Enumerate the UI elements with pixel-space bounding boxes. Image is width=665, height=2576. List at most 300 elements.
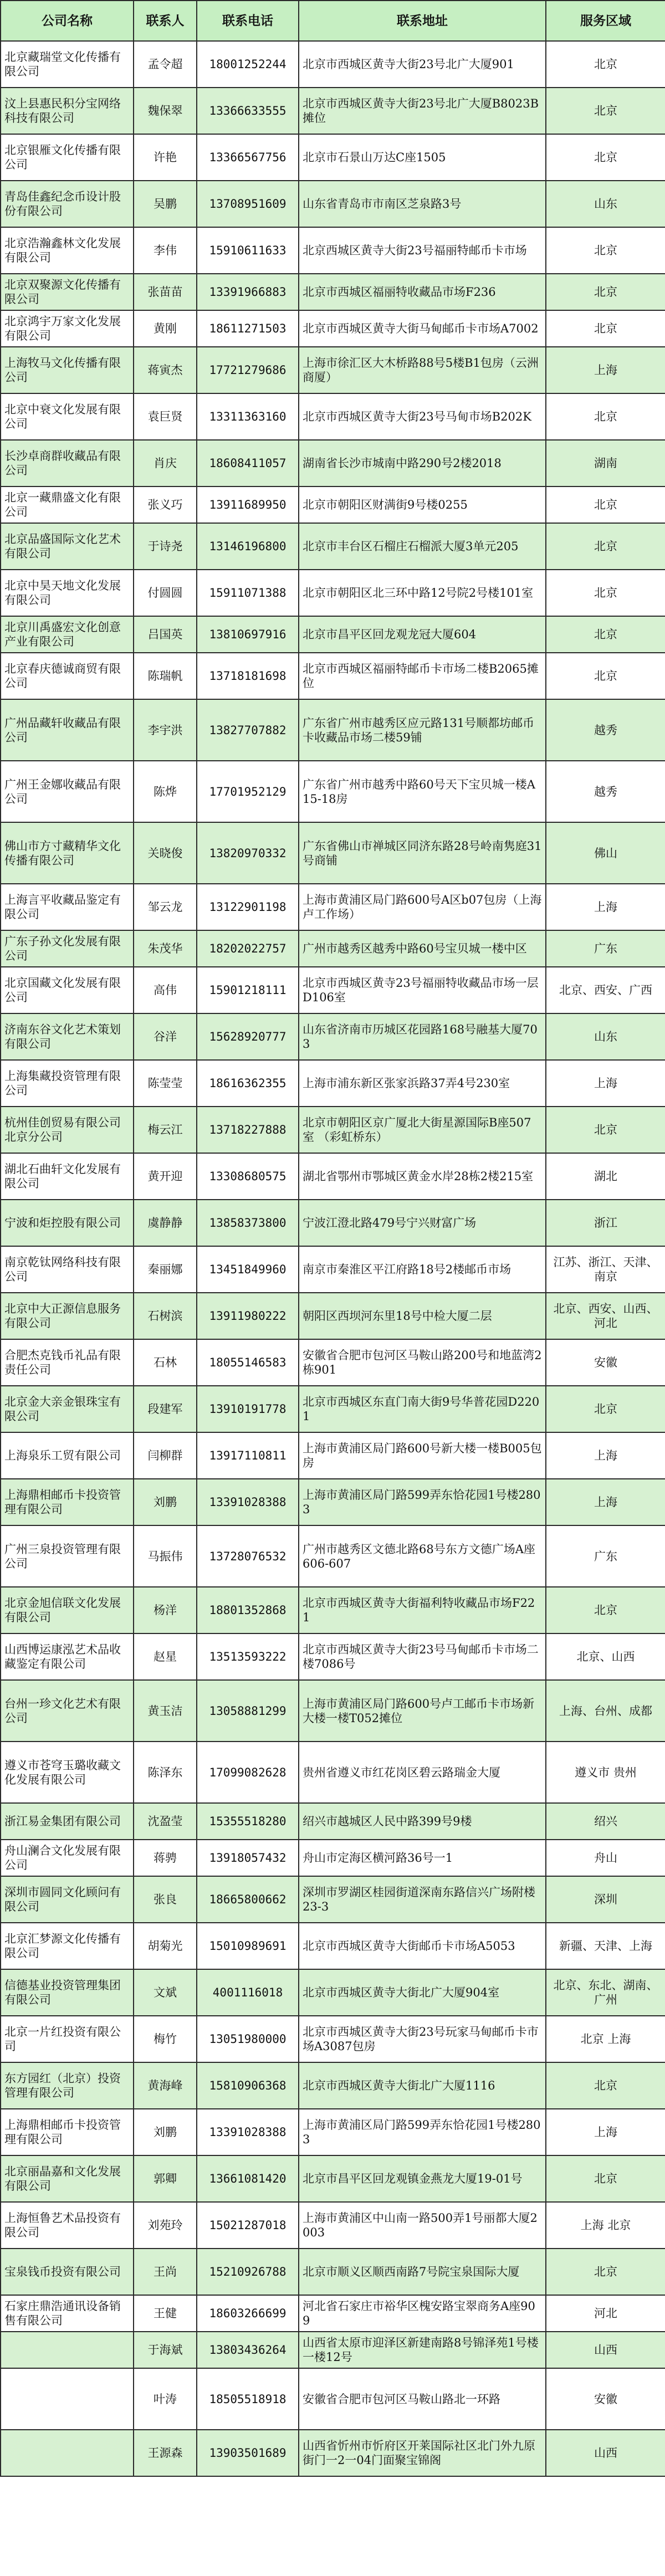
address-cell: 南京市秦淮区平江府路18号2楼邮币市场: [299, 1246, 546, 1293]
company-cell: 山西博运康泓艺术品收藏鉴定有限公司: [1, 1633, 134, 1680]
table-row: [1, 486, 665, 523]
contact-cell: 刘苑玲: [134, 2202, 197, 2249]
area-cell: 北京: [546, 653, 665, 699]
company-cell: 北京国藏文化发展有限公司: [1, 967, 134, 1013]
address-cell: 河北省石家庄市裕华区槐安路宝翠商务A座909: [299, 2295, 546, 2332]
phone-cell: 13391028388: [197, 2109, 299, 2155]
phone-cell: 15210926788: [197, 2249, 299, 2295]
address-cell: 北京市西城区黄寺大街福利特收藏品市场F221: [299, 1587, 546, 1633]
phone-cell: 13718227888: [197, 1107, 299, 1153]
company-cell: 遵义市苍穹玉璐收藏文化发展有限公司: [1, 1742, 134, 1803]
header-phone: 联系电话: [197, 1, 299, 41]
company-cell: 上海鼎相邮币卡投资管理有限公司: [1, 2109, 134, 2155]
contact-cell: 蒋寅杰: [134, 347, 197, 393]
area-cell: 新疆、天津、上海: [546, 1923, 665, 1969]
address-cell: 北京市昌平区回龙观镇金燕龙大厦19-01号: [299, 2155, 546, 2202]
table-row: [1, 1587, 665, 1633]
address-cell: 北京市朝阳区财满街9号楼0255: [299, 486, 546, 523]
contact-cell: 王健: [134, 2295, 197, 2332]
address-cell: 北京市丰台区石榴庄石榴派大厦3单元205: [299, 523, 546, 570]
area-cell: 北京: [546, 1587, 665, 1633]
contact-cell: 吴鹏: [134, 181, 197, 227]
contact-cell: 蒋骋: [134, 1840, 197, 1876]
phone-cell: 13910191778: [197, 1386, 299, 1432]
company-cell: 石家庄鼎浩通讯设备销售有限公司: [1, 2295, 134, 2332]
header-company: 公司名称: [1, 1, 134, 41]
company-cell: 北京一片红投资有限公司: [1, 2016, 134, 2062]
company-cell: 北京鸿宇万家文化发展有限公司: [1, 310, 134, 347]
address-cell: 绍兴市越城区人民中路399号9楼: [299, 1803, 546, 1840]
company-cell: 湖北石曲轩文化发展有限公司: [1, 1153, 134, 1200]
area-cell: 深圳: [546, 1876, 665, 1923]
contact-cell: 谷洋: [134, 1013, 197, 1060]
address-cell: 宁波江澄北路479号宁兴财富广场: [299, 1200, 546, 1246]
phone-cell: 17701952129: [197, 761, 299, 822]
area-cell: 北京 上海: [546, 2016, 665, 2062]
phone-cell: 13858373800: [197, 1200, 299, 1246]
table-row: [1, 440, 665, 486]
address-cell: 广东省广州市越秀区应元路131号顺都坊邮币卡收藏品市场二楼59铺: [299, 699, 546, 761]
phone-cell: 13903501689: [197, 2430, 299, 2476]
phone-cell: 15911071388: [197, 570, 299, 616]
phone-cell: 13451849960: [197, 1246, 299, 1293]
table-row: [1, 1386, 665, 1432]
area-cell: 北京: [546, 523, 665, 570]
phone-cell: 13308680575: [197, 1153, 299, 1200]
phone-cell: 13803436264: [197, 2332, 299, 2368]
address-cell: 北京市西城区黄寺大街马甸邮币卡市场A7002: [299, 310, 546, 347]
address-cell: 上海市黄浦区局门路600号卢工邮币卡市场新大楼一楼T052摊位: [299, 1680, 546, 1742]
phone-cell: 18611271503: [197, 310, 299, 347]
phone-cell: 13917110811: [197, 1432, 299, 1479]
contact-cell: 黄开迎: [134, 1153, 197, 1200]
area-cell: 北京、山西: [546, 1633, 665, 1680]
phone-cell: 18055146583: [197, 1339, 299, 1386]
table-row: [1, 1107, 665, 1153]
address-cell: 安徽省合肥市包河区马鞍山路200号和地蓝湾2栋901: [299, 1339, 546, 1386]
contact-cell: 吕国英: [134, 616, 197, 653]
contact-cell: 叶涛: [134, 2368, 197, 2430]
address-cell: 朝阳区西坝河东里18号中检大厦二层: [299, 1293, 546, 1339]
table-row: [1, 2295, 665, 2332]
address-cell: 湖南省长沙市城南中路290号2楼2018: [299, 440, 546, 486]
phone-cell: 13708951609: [197, 181, 299, 227]
phone-cell: 13366633555: [197, 88, 299, 134]
area-cell: 绍兴: [546, 1803, 665, 1840]
phone-cell: 13391966883: [197, 274, 299, 310]
table-row: [1, 699, 665, 761]
address-cell: 舟山市定海区横河路36号一1: [299, 1840, 546, 1876]
area-cell: 广东: [546, 1525, 665, 1587]
table-row: [1, 653, 665, 699]
phone-cell: 13146196800: [197, 523, 299, 570]
phone-cell: 13820970332: [197, 822, 299, 884]
company-cell: 北京中大正源信息服务有限公司: [1, 1293, 134, 1339]
address-cell: 北京市石景山万达C座1505: [299, 134, 546, 181]
phone-cell: 18801352868: [197, 1587, 299, 1633]
area-cell: 上海 北京: [546, 2202, 665, 2249]
address-cell: 山东省青岛市市南区芝泉路3号: [299, 181, 546, 227]
company-cell: 汶上县惠民积分宝网络科技有限公司: [1, 88, 134, 134]
table-row: [1, 2155, 665, 2202]
header-contact: 联系人: [134, 1, 197, 41]
area-cell: 北京: [546, 134, 665, 181]
company-cell: [1, 2430, 134, 2476]
phone-cell: 18616362355: [197, 1060, 299, 1107]
contact-cell: 关晓俊: [134, 822, 197, 884]
contact-cell: 梅云江: [134, 1107, 197, 1153]
company-cell: 北京藏瑞堂文化传播有限公司: [1, 41, 134, 88]
company-cell: 青岛佳鑫纪念币设计股份有限公司: [1, 181, 134, 227]
contact-cell: 闫柳群: [134, 1432, 197, 1479]
area-cell: 北京: [546, 310, 665, 347]
area-cell: 上海: [546, 1060, 665, 1107]
company-cell: 合肥杰克钱币礼品有限责任公司: [1, 1339, 134, 1386]
company-cell: 北京汇梦源文化传播有限公司: [1, 1923, 134, 1969]
phone-cell: 13827707882: [197, 699, 299, 761]
address-cell: 北京市顺义区顺西南路7号院宝泉国际大厦: [299, 2249, 546, 2295]
address-cell: 广州市越秀区越秀中路60号宝贝城一楼中区: [299, 930, 546, 967]
area-cell: 北京: [546, 227, 665, 274]
address-cell: 北京市西城区黄寺大街北广大厦904室: [299, 1969, 546, 2016]
address-cell: 安徽省合肥市包河区马鞍山路北一环路: [299, 2368, 546, 2430]
phone-cell: 13058881299: [197, 1680, 299, 1742]
contact-cell: 赵星: [134, 1633, 197, 1680]
contact-cell: 陈泽东: [134, 1742, 197, 1803]
phone-cell: 4001116018: [197, 1969, 299, 2016]
table-row: [1, 2202, 665, 2249]
table-row: [1, 347, 665, 393]
contact-cell: 刘鹏: [134, 2109, 197, 2155]
address-cell: 上海市黄浦区局门路599弄东恰花园1号楼2803: [299, 1479, 546, 1525]
phone-cell: 18505518918: [197, 2368, 299, 2430]
header-area: 服务区域: [546, 1, 665, 41]
contact-cell: 张良: [134, 1876, 197, 1923]
company-cell: 北京川禹盛宏文化创意产业有限公司: [1, 616, 134, 653]
table-row: [1, 930, 665, 967]
contact-cell: 李伟: [134, 227, 197, 274]
company-cell: 上海集藏投资管理有限公司: [1, 1060, 134, 1107]
area-cell: 佛山: [546, 822, 665, 884]
contact-cell: 刘鹏: [134, 1479, 197, 1525]
company-cell: 上海恒鲁艺术品投资有限公司: [1, 2202, 134, 2249]
table-row: [1, 1969, 665, 2016]
area-cell: 河北: [546, 2295, 665, 2332]
address-cell: 北京市西城区黄寺大街23号北广大厦901: [299, 41, 546, 88]
area-cell: 北京: [546, 393, 665, 440]
address-cell: 上海市黄浦区局门路599弄东恰花园1号楼2803: [299, 2109, 546, 2155]
contact-cell: 黄刚: [134, 310, 197, 347]
phone-cell: 18608411057: [197, 440, 299, 486]
address-cell: 上海市黄浦区局门路600号新大楼一楼B005包房: [299, 1432, 546, 1479]
company-cell: 北京双聚源文化传播有限公司: [1, 274, 134, 310]
table-row: [1, 181, 665, 227]
company-cell: 广东子孙文化发展有限公司: [1, 930, 134, 967]
table-row: [1, 1060, 665, 1107]
company-cell: 广州三泉投资管理有限公司: [1, 1525, 134, 1587]
company-cell: 广州品藏轩收藏品有限公司: [1, 699, 134, 761]
phone-cell: 18603266699: [197, 2295, 299, 2332]
area-cell: 上海: [546, 2109, 665, 2155]
address-cell: 北京市西城区黄寺大街23号北广大厦B8023B摊位: [299, 88, 546, 134]
table-row: [1, 2016, 665, 2062]
phone-cell: 13513593222: [197, 1633, 299, 1680]
company-cell: 北京银雁文化传播有限公司: [1, 134, 134, 181]
company-cell: 台州一珍文化艺术有限公司: [1, 1680, 134, 1742]
address-cell: 北京市朝阳区京广厦北大街星源国际B座507室 （彩虹桥东）: [299, 1107, 546, 1153]
phone-cell: 13391028388: [197, 1479, 299, 1525]
area-cell: 山西: [546, 2430, 665, 2476]
company-cell: 浙江易金集团有限公司: [1, 1803, 134, 1840]
contact-cell: 于诗尧: [134, 523, 197, 570]
contact-cell: 孟令超: [134, 41, 197, 88]
phone-cell: 17721279686: [197, 347, 299, 393]
contact-cell: 石树滨: [134, 1293, 197, 1339]
area-cell: 北京: [546, 486, 665, 523]
area-cell: 江苏、浙江、天津、南京: [546, 1246, 665, 1293]
contact-cell: 杨洋: [134, 1587, 197, 1633]
table-row: [1, 967, 665, 1013]
contact-cell: 陈瑞帆: [134, 653, 197, 699]
contact-cell: 朱茂华: [134, 930, 197, 967]
area-cell: 北京: [546, 2249, 665, 2295]
table-row: [1, 2368, 665, 2430]
phone-cell: 13311363160: [197, 393, 299, 440]
address-cell: 北京西城区黄寺大街23号福丽特邮币卡市场: [299, 227, 546, 274]
table-row: [1, 1680, 665, 1742]
phone-cell: 13366567756: [197, 134, 299, 181]
area-cell: 北京: [546, 2155, 665, 2202]
company-cell: 北京金旭信联文化发展有限公司: [1, 1587, 134, 1633]
area-cell: 北京: [546, 274, 665, 310]
contact-cell: 邹云龙: [134, 884, 197, 930]
contact-cell: 黄玉洁: [134, 1680, 197, 1742]
company-cell: 北京金大亲金银珠宝有限公司: [1, 1386, 134, 1432]
area-cell: 北京、西安、山西、河北: [546, 1293, 665, 1339]
contact-cell: 虞静静: [134, 1200, 197, 1246]
area-cell: 湖北: [546, 1153, 665, 1200]
table-row: [1, 1479, 665, 1525]
company-cell: 北京中昊天地文化发展有限公司: [1, 570, 134, 616]
company-cell: 长沙卓商群收藏品有限公司: [1, 440, 134, 486]
contact-cell: 沈盈莹: [134, 1803, 197, 1840]
address-cell: 山东省济南市历城区花园路168号融基大厦703: [299, 1013, 546, 1060]
phone-cell: 18202022757: [197, 930, 299, 967]
area-cell: 上海: [546, 1479, 665, 1525]
company-cell: 上海言平收藏品鉴定有限公司: [1, 884, 134, 930]
contact-cell: 张义巧: [134, 486, 197, 523]
table-row: [1, 41, 665, 88]
table-row: [1, 1339, 665, 1386]
company-cell: 杭州佳创贸易有限公司北京分公司: [1, 1107, 134, 1153]
company-cell: 北京一藏鼎盛文化有限公司: [1, 486, 134, 523]
area-cell: 越秀: [546, 699, 665, 761]
address-cell: 北京市西城区黄寺大街23号马甸市场B202K: [299, 393, 546, 440]
area-cell: 上海、台州、成都: [546, 1680, 665, 1742]
area-cell: 北京: [546, 1386, 665, 1432]
area-cell: 上海: [546, 884, 665, 930]
address-cell: 上海市黄浦区局门路600号A区b07包房（上海卢工作场）: [299, 884, 546, 930]
area-cell: 山东: [546, 1013, 665, 1060]
area-cell: 北京: [546, 616, 665, 653]
area-cell: 越秀: [546, 761, 665, 822]
company-cell: 宁波和炬控股有限公司: [1, 1200, 134, 1246]
company-cell: 北京中衰文化发展有限公司: [1, 393, 134, 440]
address-cell: 广东省广州市越秀中路60号天下宝贝城一楼A15-18房: [299, 761, 546, 822]
table-body: [1, 41, 665, 2476]
area-cell: 北京: [546, 570, 665, 616]
area-cell: 山西: [546, 2332, 665, 2368]
phone-cell: 15901218111: [197, 967, 299, 1013]
contact-cell: 秦丽娜: [134, 1246, 197, 1293]
table-row: [1, 2430, 665, 2476]
area-cell: 山东: [546, 181, 665, 227]
address-cell: 上海市徐汇区大木桥路88号5楼B1包房（云洲商厦）: [299, 347, 546, 393]
address-cell: 北京市西城区东直门南大街9号华普花园D2201: [299, 1386, 546, 1432]
company-cell: 上海牧马文化传播有限公司: [1, 347, 134, 393]
company-cell: 信德基业投资管理集团有限公司: [1, 1969, 134, 2016]
area-cell: 北京: [546, 2062, 665, 2109]
table-row: [1, 1633, 665, 1680]
table-row: [1, 88, 665, 134]
table-row: [1, 1876, 665, 1923]
address-cell: 北京市西城区福丽特邮币卡市场二楼B2065摊位: [299, 653, 546, 699]
contact-cell: 郭卿: [134, 2155, 197, 2202]
phone-cell: 13122901198: [197, 884, 299, 930]
phone-cell: 18665800662: [197, 1876, 299, 1923]
contact-cell: 黄海峰: [134, 2062, 197, 2109]
contact-cell: 肖庆: [134, 440, 197, 486]
area-cell: 遵义市 贵州: [546, 1742, 665, 1803]
contact-cell: 段建军: [134, 1386, 197, 1432]
area-cell: 北京、西安、广西: [546, 967, 665, 1013]
company-cell: 上海泉乐工贸有限公司: [1, 1432, 134, 1479]
company-cell: 东方园红（北京）投资管理有限公司: [1, 2062, 134, 2109]
phone-cell: 13911980222: [197, 1293, 299, 1339]
contact-cell: 许艳: [134, 134, 197, 181]
address-cell: 上海市浦东新区张家浜路37弄4号230室: [299, 1060, 546, 1107]
area-cell: 上海: [546, 1432, 665, 1479]
table-row: [1, 1742, 665, 1803]
phone-cell: 13051980000: [197, 2016, 299, 2062]
contact-cell: 梅竹: [134, 2016, 197, 2062]
contact-cell: 魏保翠: [134, 88, 197, 134]
address-cell: 北京市朝阳区北三环中路12号院2号楼101室: [299, 570, 546, 616]
contact-cell: 陈莹莹: [134, 1060, 197, 1107]
table-row: [1, 1923, 665, 1969]
table-row: [1, 570, 665, 616]
contact-cell: 袁巨贤: [134, 393, 197, 440]
phone-cell: 15910611633: [197, 227, 299, 274]
table-row: [1, 310, 665, 347]
header-address: 联系地址: [299, 1, 546, 41]
table-row: [1, 1525, 665, 1587]
phone-cell: 15355518280: [197, 1803, 299, 1840]
table-row: [1, 393, 665, 440]
company-cell: 北京品盛国际文化艺术有限公司: [1, 523, 134, 570]
table-row: [1, 616, 665, 653]
table-row: [1, 1840, 665, 1876]
contact-cell: 王源森: [134, 2430, 197, 2476]
address-cell: 上海市黄浦区中山南一路500弄1号丽都大厦2003: [299, 2202, 546, 2249]
phone-cell: 18001252244: [197, 41, 299, 88]
table-row: [1, 134, 665, 181]
contact-cell: 马振伟: [134, 1525, 197, 1587]
phone-cell: 15810906368: [197, 2062, 299, 2109]
address-cell: 山西省忻州市忻府区开莱国际社区北门外九原街门一2一04门面聚宝锦阁: [299, 2430, 546, 2476]
company-cell: 南京乾钛网络科技有限公司: [1, 1246, 134, 1293]
phone-cell: 13661081420: [197, 2155, 299, 2202]
phone-cell: 15021287018: [197, 2202, 299, 2249]
address-cell: 山西省太原市迎泽区新建南路8号锦泽苑1号楼一楼12号: [299, 2332, 546, 2368]
address-cell: 深圳市罗湖区桂园街道深南东路信兴广场附楼23-3: [299, 1876, 546, 1923]
phone-cell: 13918057432: [197, 1840, 299, 1876]
company-cell: 宝泉钱币投资有限公司: [1, 2249, 134, 2295]
area-cell: 舟山: [546, 1840, 665, 1876]
area-cell: 北京: [546, 41, 665, 88]
contact-cell: 张苗苗: [134, 274, 197, 310]
phone-cell: 13718181698: [197, 653, 299, 699]
address-cell: 北京市西城区福丽特收藏品市场F236: [299, 274, 546, 310]
company-cell: 上海鼎相邮币卡投资管理有限公司: [1, 1479, 134, 1525]
area-cell: 浙江: [546, 1200, 665, 1246]
contact-cell: 石林: [134, 1339, 197, 1386]
address-cell: 北京市西城区黄寺大街23号马甸邮币卡市场二楼7086号: [299, 1633, 546, 1680]
company-cell: 北京丽晶嘉和文化发展有限公司: [1, 2155, 134, 2202]
table-row: [1, 274, 665, 310]
area-cell: 安徽: [546, 2368, 665, 2430]
contact-cell: 文斌: [134, 1969, 197, 2016]
table-row: [1, 2109, 665, 2155]
address-cell: 湖北省鄂州市鄂城区黄金水岸28栋2楼215室: [299, 1153, 546, 1200]
table-row: [1, 2249, 665, 2295]
address-cell: 北京市西城区黄寺大街邮币卡市场A5053: [299, 1923, 546, 1969]
contact-cell: 于海斌: [134, 2332, 197, 2368]
area-cell: 广东: [546, 930, 665, 967]
contact-cell: 胡菊光: [134, 1923, 197, 1969]
table-row: [1, 761, 665, 822]
phone-cell: 13911689950: [197, 486, 299, 523]
contact-cell: 陈烨: [134, 761, 197, 822]
area-cell: 北京: [546, 88, 665, 134]
company-cell: 济南东谷文化艺术策划有限公司: [1, 1013, 134, 1060]
company-cell: 北京春庆德诚商贸有限公司: [1, 653, 134, 699]
address-cell: 北京市西城区黄寺大街23号玩家马甸邮币卡市场A3087包房: [299, 2016, 546, 2062]
address-cell: 北京市昌平区回龙观龙冠大厦604: [299, 616, 546, 653]
table-header-row: [1, 1, 665, 41]
table-row: [1, 1013, 665, 1060]
contact-cell: 王尚: [134, 2249, 197, 2295]
phone-cell: 17099082628: [197, 1742, 299, 1803]
company-cell: 广州王金娜收藏品有限公司: [1, 761, 134, 822]
company-cell: [1, 2368, 134, 2430]
table-row: [1, 2062, 665, 2109]
company-cell: 佛山市方寸藏精华文化传播有限公司: [1, 822, 134, 884]
area-cell: 上海: [546, 347, 665, 393]
area-cell: 湖南: [546, 440, 665, 486]
company-cell: 北京浩瀚鑫林文化发展有限公司: [1, 227, 134, 274]
area-cell: 北京、东北、湖南、广州: [546, 1969, 665, 2016]
table-row: [1, 1246, 665, 1293]
table-row: [1, 1153, 665, 1200]
company-cell: 舟山澜合文化发展有限公司: [1, 1840, 134, 1876]
address-cell: 北京市西城区黄寺23号福丽特收藏品市场一层D106室: [299, 967, 546, 1013]
contact-cell: 李宇洪: [134, 699, 197, 761]
table-row: [1, 1432, 665, 1479]
company-cell: 深圳市圆同文化顾问有限公司: [1, 1876, 134, 1923]
table-row: [1, 523, 665, 570]
address-cell: 贵州省遵义市红花岗区碧云路瑞金大厦: [299, 1742, 546, 1803]
